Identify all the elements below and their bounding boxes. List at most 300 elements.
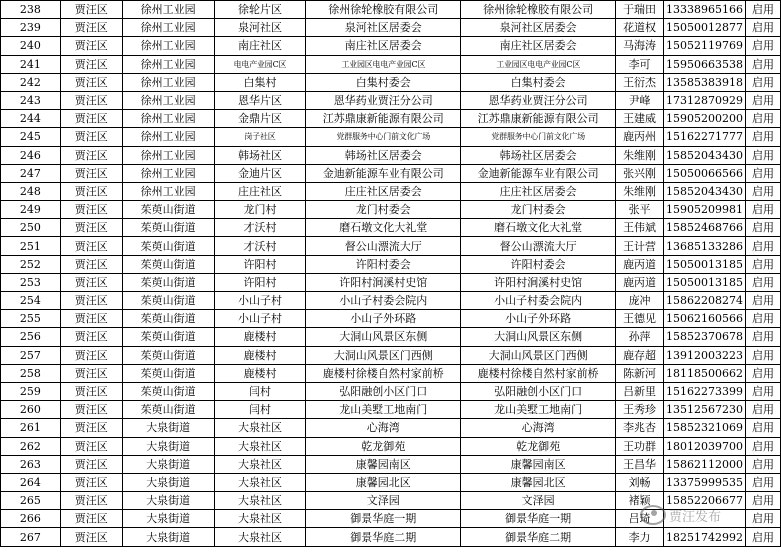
street-cell: 徐州工业园 [122,1,214,19]
district-cell: 贾汪区 [60,328,122,346]
district-cell: 贾汪区 [60,110,122,128]
street-cell: 茱萸山街道 [122,328,214,346]
row-number-cell: 262 [1,437,61,455]
street-cell: 徐州工业园 [122,128,214,146]
table-row [1,219,781,237]
phone-cell: 15062160566 [664,310,746,328]
site-name-cell: 韩场社区居委会 [461,146,616,164]
phone-cell: 13585383918 [664,73,746,91]
status-cell: 启用 [746,128,781,146]
location-cell: 龙门村委会 [306,201,461,219]
contact-person-cell: 王秀珍 [616,401,664,419]
district-cell: 贾汪区 [60,91,122,109]
table-row [1,146,781,164]
phone-cell: 18251742992 [664,528,746,546]
contact-person-cell: 陈新河 [616,364,664,382]
community-cell: 龙门村 [214,201,306,219]
phone-cell: 15852206677 [664,492,746,510]
row-number-cell: 260 [1,401,61,419]
row-number-cell: 246 [1,146,61,164]
status-cell: 启用 [746,164,781,182]
location-cell: 许阳村委会 [306,255,461,273]
status-cell: 启用 [746,255,781,273]
district-cell: 贾汪区 [60,528,122,546]
table-row [1,110,781,128]
district-cell: 贾汪区 [60,201,122,219]
contact-person-cell: 王建威 [616,110,664,128]
site-name-cell: 党群服务中心门前文化广场 [461,128,616,146]
table-row [1,91,781,109]
site-name-cell: 小山子村委会院内 [461,292,616,310]
district-cell: 贾汪区 [60,219,122,237]
district-cell: 贾汪区 [60,437,122,455]
community-cell: 大泉社区 [214,528,306,546]
site-name-cell: 泉河社区居委会 [461,19,616,37]
site-name-cell: 乾龙御苑 [461,437,616,455]
status-cell: 启用 [746,219,781,237]
street-cell: 徐州工业园 [122,55,214,73]
status-cell: 启用 [746,455,781,473]
table-row [1,182,781,200]
community-cell: 白集村 [214,73,306,91]
site-name-cell: 江苏鼎康新能源有限公司 [461,110,616,128]
location-cell: 金迪新能源车业有限公司 [306,164,461,182]
status-cell: 启用 [746,419,781,437]
site-name-cell: 大洞山风景区东侧 [461,328,616,346]
contact-person-cell: 刘畅 [616,473,664,491]
phone-cell: 15950663538 [664,55,746,73]
row-number-cell: 247 [1,164,61,182]
row-number-cell: 242 [1,73,61,91]
contact-person-cell: 褚颖 [616,492,664,510]
table-row [1,437,781,455]
contact-person-cell: 王衍杰 [616,73,664,91]
phone-cell: 18118500662 [664,364,746,382]
community-cell: 闫村 [214,401,306,419]
status-cell: 启用 [746,401,781,419]
phone-cell: 15862208274 [664,292,746,310]
location-cell: 韩场社区居委会 [306,146,461,164]
street-cell: 大泉街道 [122,492,214,510]
site-name-cell: 南庄社区居委会 [461,37,616,55]
table-row [1,292,781,310]
status-cell: 启用 [746,37,781,55]
site-name-cell: 许阳村涧溪村史馆 [461,273,616,291]
community-cell: 庄庄社区 [214,182,306,200]
street-cell: 大泉街道 [122,419,214,437]
phone-cell: 13685133286 [664,237,746,255]
phone-cell: 15162271777 [664,128,746,146]
site-name-cell: 金迪新能源车业有限公司 [461,164,616,182]
district-cell: 贾汪区 [60,273,122,291]
table-row [1,528,781,546]
status-cell: 启用 [746,364,781,382]
site-name-cell: 庄庄社区居委会 [461,182,616,200]
site-name-cell: 磨石墩文化大礼堂 [461,219,616,237]
street-cell: 茱萸山街道 [122,382,214,400]
street-cell: 茱萸山街道 [122,219,214,237]
district-cell: 贾汪区 [60,419,122,437]
district-cell: 贾汪区 [60,473,122,491]
table-row [1,328,781,346]
row-number-cell: 258 [1,364,61,382]
table-row [1,128,781,146]
site-name-cell: 龙山美墅工地南门 [461,401,616,419]
district-cell: 贾汪区 [60,292,122,310]
phone-cell: 13375999535 [664,473,746,491]
site-name-cell: 弘阳融创小区门口 [461,382,616,400]
status-cell: 启用 [746,273,781,291]
status-cell: 启用 [746,73,781,91]
community-cell: 小山子村 [214,292,306,310]
phone-cell: 15905209981 [664,201,746,219]
table-row [1,273,781,291]
row-number-cell: 256 [1,328,61,346]
site-name-cell: 小山子外环路 [461,310,616,328]
status-cell: 启用 [746,328,781,346]
phone-cell: 13912003223 [664,346,746,364]
contact-person-cell: 李兆杏 [616,419,664,437]
district-cell: 贾汪区 [60,128,122,146]
status-cell: 启用 [746,292,781,310]
street-cell: 大泉街道 [122,437,214,455]
table-body [1,1,781,547]
phone-cell: 15852043430 [664,146,746,164]
table-row [1,473,781,491]
status-cell: 启用 [746,146,781,164]
location-cell: 白集村委会 [306,73,461,91]
status-cell: 启用 [746,1,781,19]
site-name-cell: 工业园区电电产业园C区 [461,55,616,73]
community-cell: 徐轮片区 [214,1,306,19]
location-cell: 大洞山风景区东侧 [306,328,461,346]
status-cell: 启用 [746,55,781,73]
status-cell: 启用 [746,310,781,328]
location-cell: 心海湾 [306,419,461,437]
contact-person-cell: 鹿丙道 [616,273,664,291]
row-number-cell: 249 [1,201,61,219]
street-cell: 徐州工业园 [122,37,214,55]
location-cell: 康馨园南区 [306,455,461,473]
status-cell: 启用 [746,346,781,364]
table-row [1,364,781,382]
watermark-text: 贾汪发布 [669,509,722,525]
community-cell: 大泉社区 [214,473,306,491]
table-row [1,201,781,219]
phone-cell: 15050012877 [664,19,746,37]
street-cell: 徐州工业园 [122,73,214,91]
status-cell: 启用 [746,473,781,491]
row-number-cell: 267 [1,528,61,546]
location-cell: 徐州徐轮橡胶有限公司 [306,1,461,19]
row-number-cell: 250 [1,219,61,237]
row-number-cell: 261 [1,419,61,437]
location-cell: 康馨园北区 [306,473,461,491]
row-number-cell: 241 [1,55,61,73]
row-number-cell: 259 [1,382,61,400]
row-number-cell: 245 [1,128,61,146]
street-cell: 茱萸山街道 [122,255,214,273]
phone-cell: 15852321069 [664,419,746,437]
district-cell: 贾汪区 [60,237,122,255]
location-cell: 御景华庭二期 [306,528,461,546]
phone-cell: 15050013185 [664,273,746,291]
phone-cell: 15050013185 [664,255,746,273]
street-cell: 茱萸山街道 [122,201,214,219]
community-cell: 才沃村 [214,237,306,255]
street-cell: 徐州工业园 [122,164,214,182]
contact-person-cell: 鹿丙州 [616,128,664,146]
site-name-cell: 白集村委会 [461,73,616,91]
status-cell: 启用 [746,492,781,510]
site-name-cell: 恩华药业贾汪分公司 [461,91,616,109]
table-row [1,455,781,473]
phone-cell: 15050066566 [664,164,746,182]
location-cell: 泉河社区居委会 [306,19,461,37]
row-number-cell: 253 [1,273,61,291]
status-cell: 启用 [746,382,781,400]
phone-cell: 13512567230 [664,401,746,419]
contact-person-cell: 李可 [616,55,664,73]
location-cell: 小山子外环路 [306,310,461,328]
community-cell: 大泉社区 [214,492,306,510]
contact-person-cell: 张兴刚 [616,164,664,182]
status-cell: 启用 [746,437,781,455]
street-cell: 茱萸山街道 [122,346,214,364]
table-row [1,164,781,182]
location-cell: 庄庄社区居委会 [306,182,461,200]
row-number-cell: 264 [1,473,61,491]
table-row [1,37,781,55]
row-number-cell: 266 [1,510,61,528]
district-cell: 贾汪区 [60,37,122,55]
street-cell: 大泉街道 [122,455,214,473]
contact-person-cell: 花道权 [616,19,664,37]
location-cell: 文泽园 [306,492,461,510]
location-cell: 大洞山风景区门西侧 [306,346,461,364]
location-cell: 龙山美墅工地南门 [306,401,461,419]
district-cell: 贾汪区 [60,492,122,510]
table-row [1,401,781,419]
table-row [1,19,781,37]
community-cell: 闫村 [214,382,306,400]
table-row [1,346,781,364]
contact-person-cell: 张平 [616,201,664,219]
status-cell: 启用 [746,201,781,219]
site-name-cell: 御景华庭二期 [461,528,616,546]
location-cell: 磨石墩文化大礼堂 [306,219,461,237]
district-cell: 贾汪区 [60,19,122,37]
phone-cell: 15905200200 [664,110,746,128]
community-cell: 电电产业园C区 [214,55,306,73]
phone-cell: 17312870929 [664,91,746,109]
street-cell: 大泉街道 [122,473,214,491]
status-cell: 启用 [746,182,781,200]
community-cell: 大泉社区 [214,455,306,473]
phone-cell: 15862112000 [664,455,746,473]
location-cell: 小山子村委会院内 [306,292,461,310]
location-cell: 督公山漂流大厅 [306,237,461,255]
contact-person-cell: 朱维刚 [616,182,664,200]
site-name-cell: 许阳村委会 [461,255,616,273]
community-cell: 金迪片区 [214,164,306,182]
contact-person-cell: 王计营 [616,237,664,255]
street-cell: 大泉街道 [122,510,214,528]
phone-cell: 15852370678 [664,328,746,346]
district-cell: 贾汪区 [60,182,122,200]
district-cell: 贾汪区 [60,310,122,328]
district-cell: 贾汪区 [60,73,122,91]
table-row [1,55,781,73]
status-cell: 启用 [746,110,781,128]
row-number-cell: 244 [1,110,61,128]
community-cell: 南庄社区 [214,37,306,55]
site-name-cell: 大洞山风景区门西侧 [461,346,616,364]
location-cell: 恩华药业贾汪分公司 [306,91,461,109]
row-number-cell: 255 [1,310,61,328]
table-row [1,310,781,328]
contact-person-cell: 王功群 [616,437,664,455]
table-row [1,1,781,19]
location-cell: 工业园区电电产业园C区 [306,55,461,73]
contact-person-cell: 尹峰 [616,91,664,109]
contact-person-cell: 李力 [616,528,664,546]
watermark [640,505,721,525]
location-cell: 南庄社区居委会 [306,37,461,55]
district-cell: 贾汪区 [60,55,122,73]
phone-cell: 15052119769 [664,37,746,55]
row-number-cell: 238 [1,1,61,19]
contact-person-cell: 吕新里 [616,382,664,400]
row-number-cell: 243 [1,91,61,109]
community-cell: 许阳村 [214,255,306,273]
community-cell: 泉河社区 [214,19,306,37]
community-cell: 岗子社区 [214,128,306,146]
site-name-cell: 龙门村委会 [461,201,616,219]
community-cell: 许阳村 [214,273,306,291]
location-cell: 乾龙御苑 [306,437,461,455]
location-cell: 鹿楼村徐楼自然村家前桥 [306,364,461,382]
site-name-cell: 督公山漂流大厅 [461,237,616,255]
contact-person-cell: 鹿丙道 [616,255,664,273]
contact-person-cell: 王昌华 [616,455,664,473]
street-cell: 茱萸山街道 [122,364,214,382]
community-cell: 恩华片区 [214,91,306,109]
contact-person-cell: 朱维刚 [616,146,664,164]
street-cell: 徐州工业园 [122,91,214,109]
contact-person-cell: 马海涛 [616,37,664,55]
table-row [1,73,781,91]
table-row [1,255,781,273]
row-number-cell: 239 [1,19,61,37]
community-cell: 大泉社区 [214,419,306,437]
row-number-cell: 251 [1,237,61,255]
site-name-cell: 徐州徐轮橡胶有限公司 [461,1,616,19]
row-number-cell: 265 [1,492,61,510]
street-cell: 徐州工业园 [122,19,214,37]
street-cell: 茱萸山街道 [122,401,214,419]
street-cell: 茱萸山街道 [122,292,214,310]
location-cell: 御景华庭一期 [306,510,461,528]
district-cell: 贾汪区 [60,164,122,182]
contact-person-cell: 庞冲 [616,292,664,310]
site-name-cell: 康馨园北区 [461,473,616,491]
street-cell: 大泉街道 [122,528,214,546]
location-cell: 党群服务中心门前文化广场 [306,128,461,146]
community-cell: 大泉社区 [214,510,306,528]
row-number-cell: 257 [1,346,61,364]
row-number-cell: 263 [1,455,61,473]
location-cell: 弘阳融创小区门口 [306,382,461,400]
contact-person-cell: 孙萍 [616,328,664,346]
site-name-cell: 康馨园南区 [461,455,616,473]
table-row [1,382,781,400]
community-cell: 才沃村 [214,219,306,237]
district-cell: 贾汪区 [60,255,122,273]
contact-person-cell: 于瑞田 [616,1,664,19]
district-cell: 贾汪区 [60,455,122,473]
street-cell: 徐州工业园 [122,146,214,164]
table-row [1,419,781,437]
district-cell: 贾汪区 [60,510,122,528]
community-cell: 大泉社区 [214,437,306,455]
row-number-cell: 252 [1,255,61,273]
street-cell: 茱萸山街道 [122,310,214,328]
community-cell: 鹿楼村 [214,364,306,382]
district-cell: 贾汪区 [60,382,122,400]
community-cell: 小山子村 [214,310,306,328]
status-cell: 启用 [746,237,781,255]
community-cell: 鹿楼村 [214,346,306,364]
site-name-cell: 御景华庭一期 [461,510,616,528]
district-cell: 贾汪区 [60,346,122,364]
status-cell: 启用 [746,91,781,109]
district-cell: 贾汪区 [60,1,122,19]
street-cell: 徐州工业园 [122,110,214,128]
district-cell: 贾汪区 [60,401,122,419]
row-number-cell: 248 [1,182,61,200]
phone-cell: 15852043430 [664,182,746,200]
location-cell: 江苏鼎康新能源有限公司 [306,110,461,128]
street-cell: 茱萸山街道 [122,237,214,255]
site-name-cell: 文泽园 [461,492,616,510]
wechat-icon [640,505,666,525]
location-cell: 许阳村涧溪村史馆 [306,273,461,291]
community-cell: 鹿楼村 [214,328,306,346]
site-name-cell: 心海湾 [461,419,616,437]
contact-person-cell: 鹿存超 [616,346,664,364]
street-cell: 徐州工业园 [122,182,214,200]
community-cell: 韩场社区 [214,146,306,164]
status-cell: 启用 [746,510,781,528]
status-cell: 启用 [746,528,781,546]
phone-cell: 13338965166 [664,1,746,19]
district-cell: 贾汪区 [60,146,122,164]
table-row [1,237,781,255]
site-name-cell: 鹿楼村徐楼自然村家前桥 [461,364,616,382]
phone-cell: 18012039700 [664,437,746,455]
community-cell: 金鼎片区 [214,110,306,128]
status-cell: 启用 [746,19,781,37]
street-cell: 茱萸山街道 [122,273,214,291]
phone-cell: 15852468766 [664,219,746,237]
contact-person-cell: 吕琦 [616,510,664,528]
district-cell: 贾汪区 [60,364,122,382]
contact-person-cell: 王伟斌 [616,219,664,237]
phone-cell: 15162273399 [664,382,746,400]
row-number-cell: 254 [1,292,61,310]
contact-person-cell: 王德见 [616,310,664,328]
